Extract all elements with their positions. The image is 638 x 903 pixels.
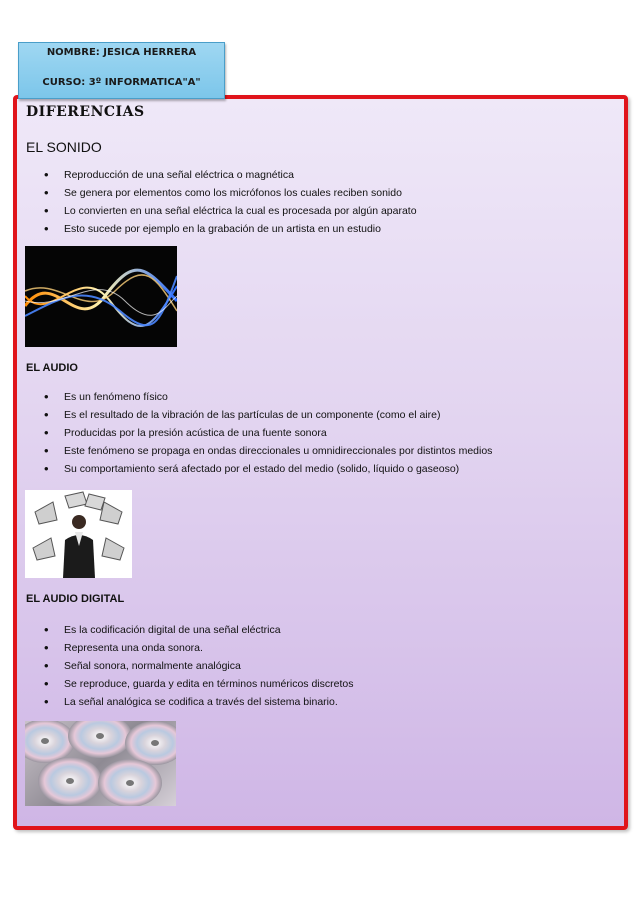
student-info-box (18, 42, 225, 99)
person-with-speakers-image (25, 490, 132, 578)
list-item: • Este fenómeno se propaga en ondas direccionales u omnidireccionales por distintos medios (44, 442, 492, 460)
list-item: • Es el resultado de la vibración de las partículas de un componente (como el aire) (44, 406, 492, 424)
audio-list (44, 388, 492, 478)
student-name: NOMBRE: JESICA HERRERA (46, 47, 197, 58)
list-item: • Reproducción de una señal eléctrica o magnética (44, 166, 417, 184)
compact-discs-image (25, 721, 176, 806)
audio-digital-list (44, 621, 353, 711)
section-heading-audio-digital: EL AUDIO DIGITAL (26, 593, 125, 605)
section-heading-audio: EL AUDIO (26, 362, 78, 374)
course-label: CURSO: 3º INFORMATICA"A" (42, 77, 201, 88)
section-heading-sonido: EL SONIDO (26, 139, 102, 155)
list-item: • Producidas por la presión acústica de una fuente sonora (44, 424, 492, 442)
sound-waves-image (25, 246, 177, 347)
sonido-list (44, 166, 417, 238)
page-title: DIFERENCIAS (26, 104, 145, 120)
list-item: • Se reproduce, guarda y edita en términos numéricos discretos (44, 675, 353, 693)
list-item: • La señal analógica se codifica a través del sistema binario. (44, 693, 353, 711)
list-item: • Se genera por elementos como los micrófonos los cuales reciben sonido (44, 184, 417, 202)
list-item: • Señal sonora, normalmente analógica (44, 657, 353, 675)
list-item: • Es un fenómeno físico (44, 388, 492, 406)
list-item: • Lo convierten en una señal eléctrica la cual es procesada por algún aparato (44, 202, 417, 220)
list-item: • Representa una onda sonora. (44, 639, 353, 657)
list-item: • Esto sucede por ejemplo en la grabación de un artista en un estudio (44, 220, 417, 238)
list-item: • Su comportamiento será afectado por el estado del medio (solido, líquido o gaseoso) (44, 460, 492, 478)
list-item: • Es la codificación digital de una señal eléctrica (44, 621, 353, 639)
